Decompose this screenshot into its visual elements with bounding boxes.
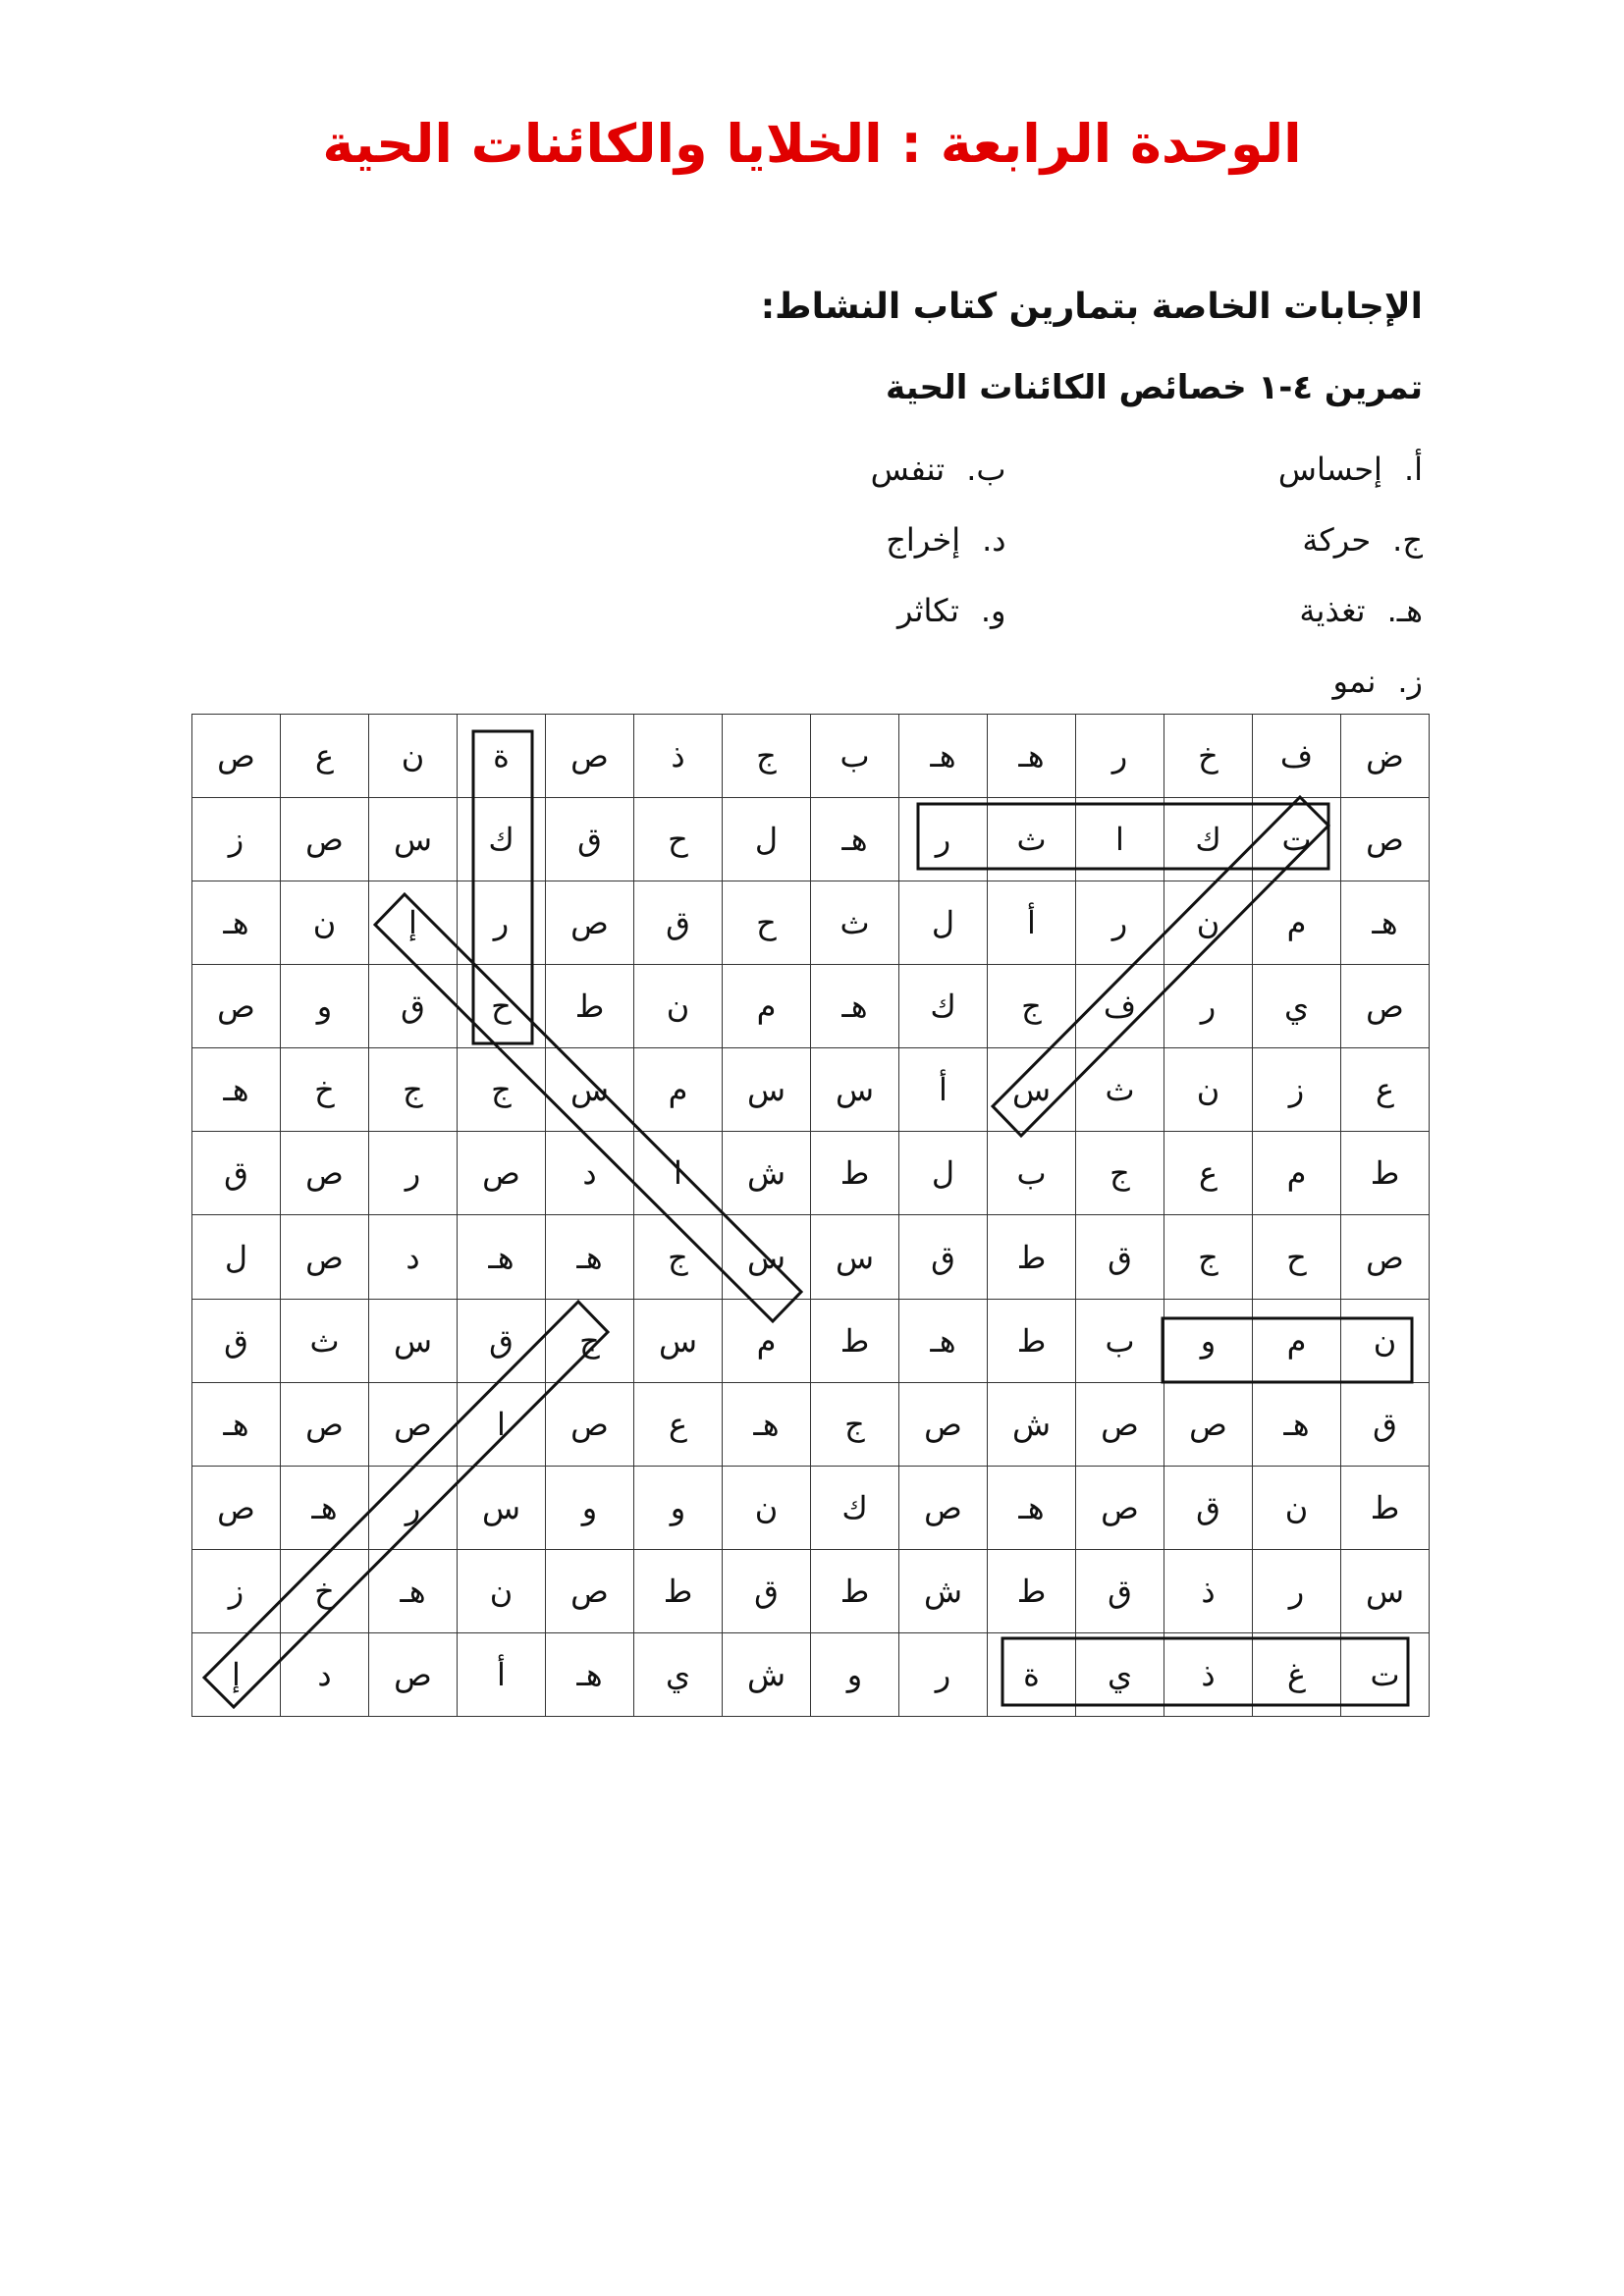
grid-cell: ا xyxy=(1076,798,1164,881)
grid-cell: هـ xyxy=(811,798,899,881)
grid-cell: ة xyxy=(988,1632,1076,1716)
grid-cell: ش xyxy=(723,1132,811,1215)
grid-cell: ص xyxy=(281,798,369,881)
grid-cell: هـ xyxy=(899,1299,988,1382)
answer-word: حركة xyxy=(1302,521,1372,559)
grid-cell: ص xyxy=(281,1382,369,1466)
grid-cell: ق xyxy=(1164,1466,1253,1549)
answer-letter: هـ. xyxy=(1386,592,1423,629)
grid-cell: ع xyxy=(1341,1048,1430,1132)
answer-letter: ب. xyxy=(966,451,1006,488)
grid-cell: ط xyxy=(811,1132,899,1215)
answer-word: نمو xyxy=(1332,663,1377,700)
grid-cell: ر xyxy=(1253,1549,1341,1632)
grid-row xyxy=(192,1048,1430,1132)
answer-letter: ز. xyxy=(1397,663,1423,700)
answer-row xyxy=(589,575,1423,646)
grid-cell: ي xyxy=(1253,965,1341,1048)
grid-cell: هـ xyxy=(1341,881,1430,965)
grid-cell: ع xyxy=(634,1382,723,1466)
grid-cell: ل xyxy=(723,798,811,881)
answer-item xyxy=(1006,445,1424,494)
grid-cell: هـ xyxy=(546,1215,634,1299)
answer-letter: أ. xyxy=(1403,451,1423,488)
grid-cell: س xyxy=(369,1299,458,1382)
grid-cell: س xyxy=(1341,1549,1430,1632)
grid-cell: خ xyxy=(1164,715,1253,798)
grid-row xyxy=(192,1466,1430,1549)
grid-cell: ب xyxy=(811,715,899,798)
grid-cell: ف xyxy=(1253,715,1341,798)
grid-cell: ل xyxy=(192,1215,281,1299)
grid-cell: ز xyxy=(192,1549,281,1632)
grid-row xyxy=(192,965,1430,1048)
grid-cell: و xyxy=(1164,1299,1253,1382)
grid-cell: هـ xyxy=(546,1632,634,1716)
grid-cell: ق xyxy=(458,1299,546,1382)
grid-cell: ذ xyxy=(634,715,723,798)
grid-cell: ر xyxy=(458,881,546,965)
grid-cell: ن xyxy=(369,715,458,798)
grid-cell: أ xyxy=(899,1048,988,1132)
grid-cell: ة xyxy=(458,715,546,798)
grid-cell: ص xyxy=(1341,798,1430,881)
grid-cell: ج xyxy=(723,715,811,798)
answer-row xyxy=(589,505,1423,575)
answer-item xyxy=(1006,515,1424,564)
answers-heading: الإجابات الخاصة بتمارين كتاب النشاط: xyxy=(760,287,1423,327)
grid-cell: ت xyxy=(1253,798,1341,881)
grid-cell: ق xyxy=(899,1215,988,1299)
grid-cell: ص xyxy=(1341,1215,1430,1299)
grid-cell: ص xyxy=(546,1382,634,1466)
grid-cell: ص xyxy=(546,881,634,965)
grid-cell: ث xyxy=(811,881,899,965)
grid-cell: س xyxy=(723,1215,811,1299)
grid-cell: ر xyxy=(369,1466,458,1549)
grid-cell: غ xyxy=(1253,1632,1341,1716)
grid-cell: س xyxy=(723,1048,811,1132)
grid-cell: هـ xyxy=(281,1466,369,1549)
grid-cell: هـ xyxy=(899,715,988,798)
page-title: الوحدة الرابعة : الخلايا والكائنات الحية xyxy=(322,113,1302,175)
grid-cell: ع xyxy=(281,715,369,798)
grid-cell: ق xyxy=(1341,1382,1430,1466)
grid-cell: ك xyxy=(811,1466,899,1549)
grid-cell: ض xyxy=(1341,715,1430,798)
grid-cell: ط xyxy=(811,1549,899,1632)
grid-cell: س xyxy=(811,1215,899,1299)
grid-cell: ب xyxy=(988,1132,1076,1215)
grid-cell: ن xyxy=(1341,1299,1430,1382)
answer-item xyxy=(1006,586,1424,635)
grid-cell: ر xyxy=(1076,715,1164,798)
grid-cell: ط xyxy=(988,1549,1076,1632)
grid-cell: ص xyxy=(281,1215,369,1299)
grid-cell: م xyxy=(1253,1299,1341,1382)
grid-cell: ل xyxy=(899,881,988,965)
grid-cell: ص xyxy=(899,1382,988,1466)
grid-cell: ث xyxy=(281,1299,369,1382)
grid-row xyxy=(192,1549,1430,1632)
grid-cell: م xyxy=(723,1299,811,1382)
grid-cell: ن xyxy=(634,965,723,1048)
grid-cell: د xyxy=(546,1132,634,1215)
grid-cell: ش xyxy=(723,1632,811,1716)
exercise-title: تمرين ٤-١ خصائص الكائنات الحية xyxy=(886,368,1423,407)
grid-cell: ط xyxy=(988,1215,1076,1299)
grid-cell: هـ xyxy=(192,881,281,965)
grid-cell: إ xyxy=(369,881,458,965)
answers-list xyxy=(589,434,1423,717)
grid-cell: ص xyxy=(1164,1382,1253,1466)
grid-cell: و xyxy=(634,1466,723,1549)
grid-cell: ث xyxy=(988,798,1076,881)
grid-cell: ر xyxy=(1076,881,1164,965)
grid-cell: ص xyxy=(1076,1466,1164,1549)
grid-cell: س xyxy=(811,1048,899,1132)
grid-cell: ج xyxy=(1164,1215,1253,1299)
answer-item xyxy=(589,586,1006,635)
grid-cell: د xyxy=(281,1632,369,1716)
grid-row xyxy=(192,798,1430,881)
grid-cell: ط xyxy=(1341,1466,1430,1549)
answer-row xyxy=(589,434,1423,505)
grid-cell: ا xyxy=(634,1132,723,1215)
grid-cell: ح xyxy=(458,965,546,1048)
grid-cell: ب xyxy=(1076,1299,1164,1382)
answer-item xyxy=(589,515,1006,564)
grid-cell: أ xyxy=(458,1632,546,1716)
grid-cell: خ xyxy=(281,1048,369,1132)
grid-cell: ص xyxy=(1341,965,1430,1048)
grid-row xyxy=(192,881,1430,965)
grid-cell: ش xyxy=(988,1382,1076,1466)
grid-cell: هـ xyxy=(723,1382,811,1466)
grid-cell: ن xyxy=(281,881,369,965)
grid-cell: ن xyxy=(1164,1048,1253,1132)
grid-cell: ن xyxy=(458,1549,546,1632)
grid-cell: ذ xyxy=(1164,1632,1253,1716)
grid-cell: هـ xyxy=(988,715,1076,798)
grid-cell: ج xyxy=(369,1048,458,1132)
grid-cell: ص xyxy=(899,1466,988,1549)
grid-cell: ر xyxy=(369,1132,458,1215)
grid-cell: ك xyxy=(458,798,546,881)
grid-cell: ق xyxy=(369,965,458,1048)
answer-word: إخراج xyxy=(886,521,961,559)
grid-cell: د xyxy=(369,1215,458,1299)
grid-cell: ي xyxy=(634,1632,723,1716)
answer-word: تغذية xyxy=(1299,592,1366,629)
answer-word: تنفس xyxy=(870,451,946,488)
grid-row xyxy=(192,1132,1430,1215)
grid-cell: ص xyxy=(369,1632,458,1716)
grid-cell: ك xyxy=(899,965,988,1048)
grid-cell: إ xyxy=(192,1632,281,1716)
grid-cell: هـ xyxy=(458,1215,546,1299)
grid-cell: ق xyxy=(192,1132,281,1215)
grid-cell: ق xyxy=(192,1299,281,1382)
grid-row xyxy=(192,1299,1430,1382)
answer-word: إحساس xyxy=(1277,451,1382,488)
grid-cell: ن xyxy=(1164,881,1253,965)
grid-cell: ث xyxy=(1076,1048,1164,1132)
word-search-table xyxy=(191,714,1430,1717)
grid-row xyxy=(192,1215,1430,1299)
answer-word: تكاثر xyxy=(896,592,959,629)
grid-cell: ت xyxy=(1341,1632,1430,1716)
grid-cell: ر xyxy=(899,1632,988,1716)
grid-cell: ر xyxy=(899,798,988,881)
grid-cell: ص xyxy=(546,715,634,798)
grid-cell: م xyxy=(634,1048,723,1132)
grid-cell: و xyxy=(546,1466,634,1549)
grid-cell: هـ xyxy=(1253,1382,1341,1466)
grid-cell: و xyxy=(811,1632,899,1716)
grid-cell: ح xyxy=(723,881,811,965)
grid-cell: هـ xyxy=(192,1382,281,1466)
answer-letter: ج. xyxy=(1392,521,1423,559)
grid-cell: ص xyxy=(458,1132,546,1215)
grid-cell: ج xyxy=(1076,1132,1164,1215)
grid-cell: ص xyxy=(281,1132,369,1215)
grid-cell: ص xyxy=(546,1549,634,1632)
grid-row xyxy=(192,1382,1430,1466)
grid-cell: ج xyxy=(988,965,1076,1048)
grid-cell: هـ xyxy=(811,965,899,1048)
grid-cell: س xyxy=(458,1466,546,1549)
grid-cell: ن xyxy=(1253,1466,1341,1549)
grid-cell: ف xyxy=(1076,965,1164,1048)
grid-cell: هـ xyxy=(988,1466,1076,1549)
grid-cell: هـ xyxy=(192,1048,281,1132)
grid-cell: ش xyxy=(899,1549,988,1632)
answer-letter: و. xyxy=(980,592,1006,629)
grid-cell: خ xyxy=(281,1549,369,1632)
grid-cell: م xyxy=(1253,881,1341,965)
grid-cell: ق xyxy=(1076,1549,1164,1632)
grid-cell: ق xyxy=(546,798,634,881)
grid-cell: ز xyxy=(1253,1048,1341,1132)
grid-cell: ط xyxy=(1341,1132,1430,1215)
grid-cell: ج xyxy=(811,1382,899,1466)
grid-cell: ج xyxy=(634,1215,723,1299)
grid-cell: ر xyxy=(1164,965,1253,1048)
grid-cell: ط xyxy=(634,1549,723,1632)
grid-cell: ح xyxy=(1253,1215,1341,1299)
grid-cell: ص xyxy=(369,1382,458,1466)
grid-cell: ج xyxy=(546,1299,634,1382)
answer-item xyxy=(589,445,1006,494)
grid-row xyxy=(192,715,1430,798)
grid-cell: م xyxy=(723,965,811,1048)
grid-cell: ي xyxy=(1076,1632,1164,1716)
grid-cell: و xyxy=(281,965,369,1048)
grid-cell: ق xyxy=(634,881,723,965)
grid-cell: ذ xyxy=(1164,1549,1253,1632)
grid-cell: ز xyxy=(192,798,281,881)
grid-cell: ط xyxy=(988,1299,1076,1382)
grid-cell: ص xyxy=(1076,1382,1164,1466)
grid-cell: ق xyxy=(1076,1215,1164,1299)
grid-cell: س xyxy=(988,1048,1076,1132)
grid-cell: ق xyxy=(723,1549,811,1632)
grid-cell: ص xyxy=(192,1466,281,1549)
grid-cell: ط xyxy=(546,965,634,1048)
grid-cell: ص xyxy=(192,715,281,798)
grid-row xyxy=(192,1632,1430,1716)
word-search-grid xyxy=(191,714,1422,1717)
grid-cell: ل xyxy=(899,1132,988,1215)
answer-row xyxy=(589,646,1423,717)
grid-cell: ع xyxy=(1164,1132,1253,1215)
grid-cell: س xyxy=(546,1048,634,1132)
grid-cell: ط xyxy=(811,1299,899,1382)
grid-cell: هـ xyxy=(369,1549,458,1632)
grid-cell: ا xyxy=(458,1382,546,1466)
grid-cell: ص xyxy=(192,965,281,1048)
answer-item xyxy=(834,657,1423,706)
grid-cell: ح xyxy=(634,798,723,881)
grid-cell: س xyxy=(369,798,458,881)
grid-cell: ن xyxy=(723,1466,811,1549)
answer-letter: د. xyxy=(982,521,1006,559)
grid-cell: م xyxy=(1253,1132,1341,1215)
grid-cell: س xyxy=(634,1299,723,1382)
grid-cell: أ xyxy=(988,881,1076,965)
grid-cell: ج xyxy=(458,1048,546,1132)
grid-cell: ك xyxy=(1164,798,1253,881)
